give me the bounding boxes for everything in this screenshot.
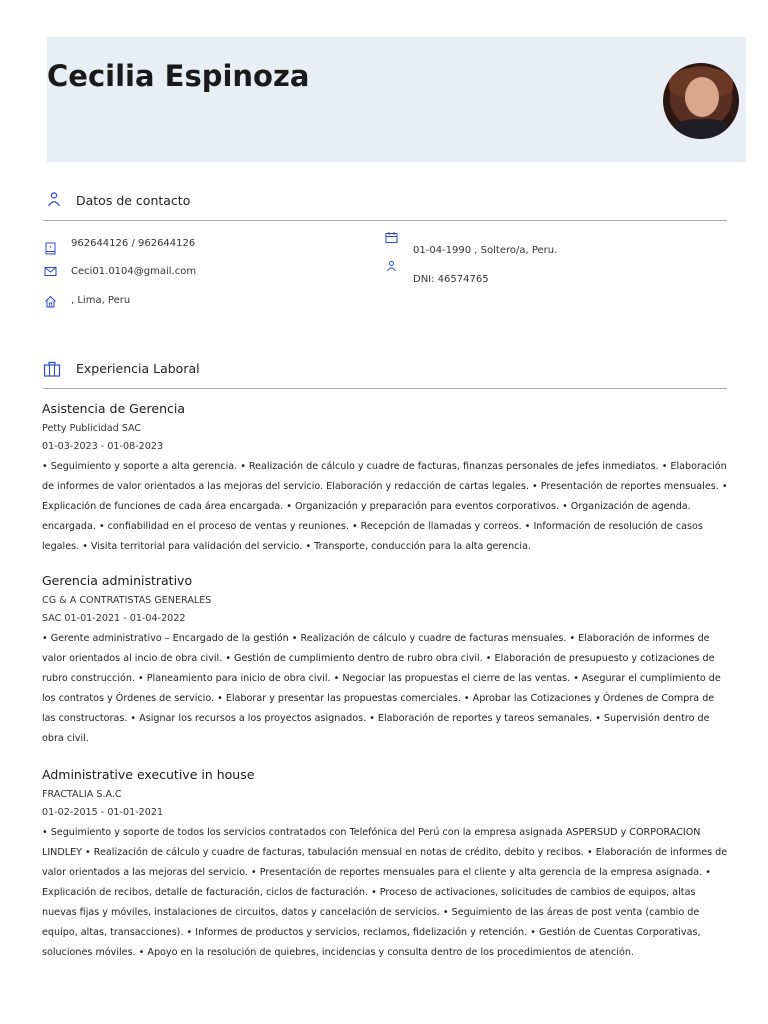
person-icon [45,191,63,209]
job-description: • Seguimiento y soporte de todos los servicios contratados con Telefónica del Perú con la empresa asignada ASPERSUD y CORPORACION LINDLEY • Realización de cálculo y cuadre de facturas, tabulación mensual en notas de crédito, debito y recibos. • Elaboración de informes de valor orientados a las mejoras del servicio. • Presentación de reportes mensuales para el cliente y alta gerencia de la empresa asignada. • Explicación de recibos, detalle de facturación, ciclos de facturación. • Proceso de activaciones, solicitudes de cambios de equipos, altas nuevas fijas y móviles, instalaciones de circuitos, datos y cancelación de servicios. • Seguimiento de las áreas de post venta (cambio de equipo, altas, transacciones). • Informes de productos y servicios, reclamos, fidelización y retención. • Gestión de Cuentas Corporativas, soluciones móviles. • Apoyo en la resolución de quiebres, incidencias y consulta dentro de los procedimientos de atención. [42,827,728,958]
job-entry [42,573,728,749]
briefcase-icon [43,360,61,378]
job-entry [42,401,728,557]
phone-text: 962644126 / 962644126 [71,238,196,249]
job-description: • Seguimiento y soporte a alta gerencia. • Realización de cálculo y cuadre de facturas, finanzas personales de jefes inmediatos. • Elaboración de informes de valor orientados a las mejoras del servicio. Elaboración y redacción de cartas legales. • Presentación de reportes mensuales. • Explicación de funciones de cada área encargada. • Organización y preparación para eventos corporativos. • Organización de agenda. encargada. • confiabilidad en el proceso de ventas y reuniones. • Recepción de llamadas y correos. • Información de resolución de casos legales. • Visita territorial para validación del servicio. • Transporte, conducción para la alta gerencia. [42,461,728,552]
job-dates: SAC 01-01-2021 - 01-04-2022 [42,613,186,624]
id-person-icon [385,260,398,273]
profile-header [47,37,746,162]
job-company: FRACTALIA S.A.C [42,789,122,800]
contact-section-title: Datos de contacto [76,193,191,208]
job-title: Gerencia administrativo [42,573,193,588]
job-company: CG & A CONTRATISTAS GENERALES [42,595,212,606]
job-description: • Gerente administrativo – Encargado de la gestión • Realización de cálculo y cuadre de facturas mensuales. • Elaboración de informes de valor orientados al incio de obra civil. • Gestión de cumplimiento dentro de rubro obra civil. • Elaboración de presupuesto y cotizaciones de rubro construcción. • Planeamiento para inicio de obra civil. • Negociar las propuestas el cierre de las ventas. • Asegurar el cumplimiento de los contratos y Órdenes de servicio. • Elaborar y presentar las propuestas comerciales. • Aprobar las Cotizaciones y Órdenes de Compra de las constructoras. • Asignar los recursos a los proyectos asignados. • Elaboración de reportes y tareos semanales. • Supervisión dentro de obra civil. [42,633,721,744]
job-dates: 01-02-2015 - 01-01-2021 [42,807,164,818]
email-text: Ceci01.0104@gmail.com [71,266,197,277]
job-title: Asistencia de Gerencia [42,401,185,416]
job-company: Petty Publicidad SAC [42,423,142,434]
profile-photo [663,63,739,139]
home-icon [44,295,57,308]
dni-text: DNI: 46574765 [413,274,489,285]
birth-info-text: 01-04-1990 , Soltero/a, Peru. [413,245,558,256]
job-dates: 01-03-2023 - 01-08-2023 [42,441,164,452]
job-entry [42,767,728,963]
experience-section-header [43,359,727,389]
mail-icon [44,265,57,278]
person-name: Cecilia Espinoza [47,59,310,93]
phone-icon [44,242,57,255]
experience-section-title: Experiencia Laboral [76,361,200,376]
calendar-icon [385,231,398,244]
job-title: Administrative executive in house [42,767,255,782]
address-text: , Lima, Peru [71,295,131,306]
contact-section-header [43,191,727,221]
